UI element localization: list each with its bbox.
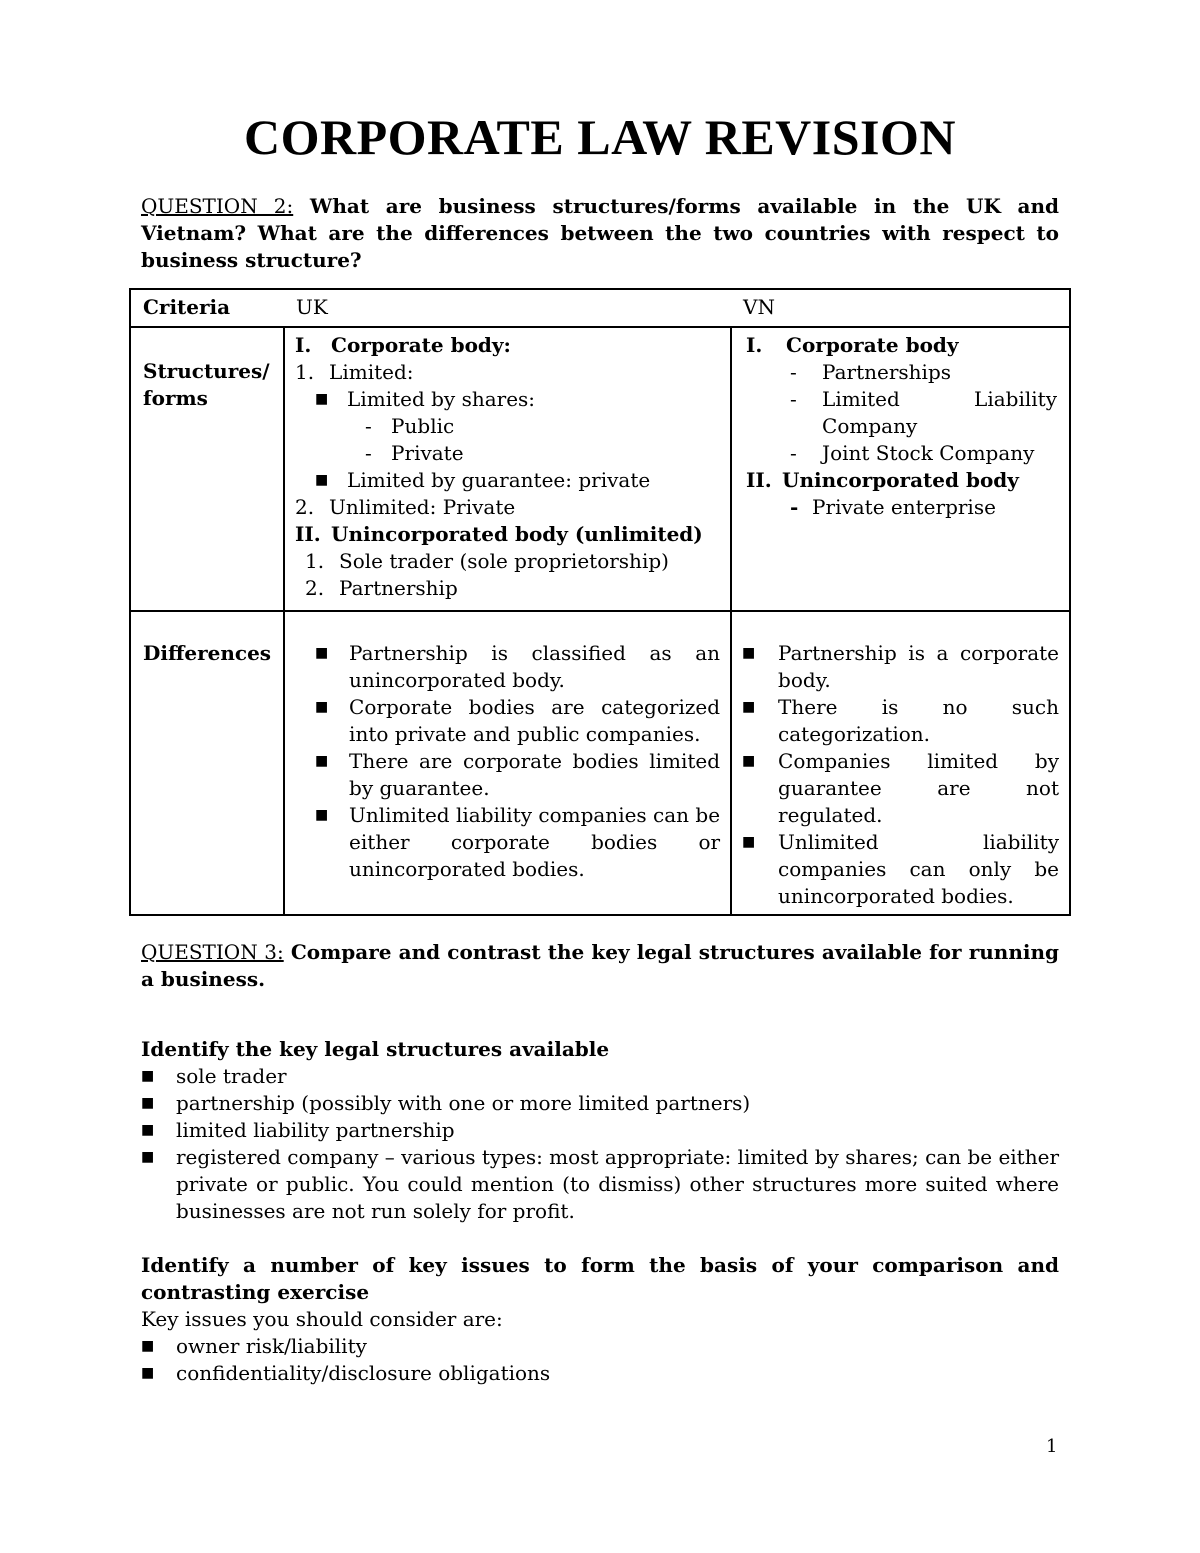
uk-limited: 1. Limited: xyxy=(295,360,414,384)
table-header-row xyxy=(130,289,1070,327)
vn-differences-cell xyxy=(731,611,1070,915)
structures-section xyxy=(141,1036,1059,1225)
list-item: ■ confidentiality/disclosure obligations xyxy=(141,1361,551,1385)
header-criteria: Criteria xyxy=(130,289,284,327)
uk-differences-cell xyxy=(284,611,731,915)
differences-label-cell: Differences xyxy=(130,611,284,915)
uk-limited-by-shares: ■ Limited by shares: xyxy=(315,387,536,411)
vn-diff-item: ■ Unlimited liability companies can only be unincorporated bodies. xyxy=(742,830,1059,908)
table-row-structures xyxy=(130,327,1070,611)
question-2 xyxy=(141,193,1059,274)
vn-partnerships: - Partnerships xyxy=(790,360,952,384)
vn-diff-item: ■ Companies limited by guarantee are not regulated. xyxy=(742,749,1059,827)
uk-limited-by-guarantee: ■ Limited by guarantee: private xyxy=(315,468,651,492)
list-item: ■ registered company – various types: most appropriate: limited by shares; can be either private or public. You could mention (to dismiss) other structures more suited where businesses are not run solely for profit. xyxy=(141,1145,1059,1223)
issues-heading: Identify a number of key issues to form the basis of your comparison and contrasting exercise xyxy=(141,1253,1059,1304)
list-item: ■ partnership (possibly with one or more limited partners) xyxy=(141,1091,751,1115)
question-2-text: What are business structures/forms available in the UK and Vietnam? What are the differences between the two countries with respect to business structure? xyxy=(141,194,1059,272)
uk-diff-item: ■ There are corporate bodies limited by guarantee. xyxy=(315,749,721,800)
uk-unlimited: 2. Unlimited: Private xyxy=(295,495,516,519)
uk-private: - Private xyxy=(365,441,464,465)
list-item: ■ sole trader xyxy=(141,1064,287,1088)
vn-private-enterprise: - Private enterprise xyxy=(790,495,996,519)
uk-sole-trader: 1. Sole trader (sole proprietorship) xyxy=(305,549,669,573)
question-2-label: QUESTION 2: xyxy=(141,194,294,218)
page-number: 1 xyxy=(1046,1436,1058,1457)
uk-diff-item: ■ Unlimited liability companies can be either corporate bodies or unincorporated bodies. xyxy=(315,803,721,881)
header-vn: VN xyxy=(731,289,1070,327)
uk-diff-item: ■ Corporate bodies are categorized into private and public companies. xyxy=(315,695,721,746)
table-row-differences xyxy=(130,611,1070,915)
vn-unincorporated-heading: II. Unincorporated body xyxy=(746,468,1019,492)
uk-corporate-heading: I. Corporate body: xyxy=(295,333,511,357)
uk-structures-cell xyxy=(284,327,731,611)
issues-section xyxy=(141,1252,1059,1387)
question-3-label: QUESTION 3: xyxy=(141,940,284,964)
question-3-text: Compare and contrast the key legal structures available for running a business. xyxy=(141,940,1059,991)
vn-llc: - Limited Liability Company xyxy=(790,387,1057,438)
uk-partnership: 2. Partnership xyxy=(305,576,458,600)
structures-heading: Identify the key legal structures available xyxy=(141,1037,610,1061)
vn-diff-item: ■ Partnership is a corporate body. xyxy=(742,641,1059,692)
header-uk: UK xyxy=(284,289,731,327)
vn-diff-item: ■ There is no such categorization. xyxy=(742,695,1059,746)
vn-structures-cell xyxy=(731,327,1070,611)
comparison-table xyxy=(129,288,1071,916)
page-title: CORPORATE LAW REVISION xyxy=(243,109,957,165)
issues-intro: Key issues you should consider are: xyxy=(141,1307,503,1331)
structures-label-cell: Structures/ forms xyxy=(130,327,284,611)
list-item: ■ limited liability partnership xyxy=(141,1118,455,1142)
vn-jsc: - Joint Stock Company xyxy=(790,441,1035,465)
uk-diff-item: ■ Partnership is classified as an unincorporated body. xyxy=(315,641,721,692)
uk-unincorporated-heading: II. Unincorporated body (unlimited) xyxy=(295,522,703,546)
list-item: ■ owner risk/liability xyxy=(141,1334,367,1358)
question-3 xyxy=(141,939,1059,993)
vn-corporate-heading: I. Corporate body xyxy=(746,333,959,357)
uk-public: - Public xyxy=(365,414,455,438)
